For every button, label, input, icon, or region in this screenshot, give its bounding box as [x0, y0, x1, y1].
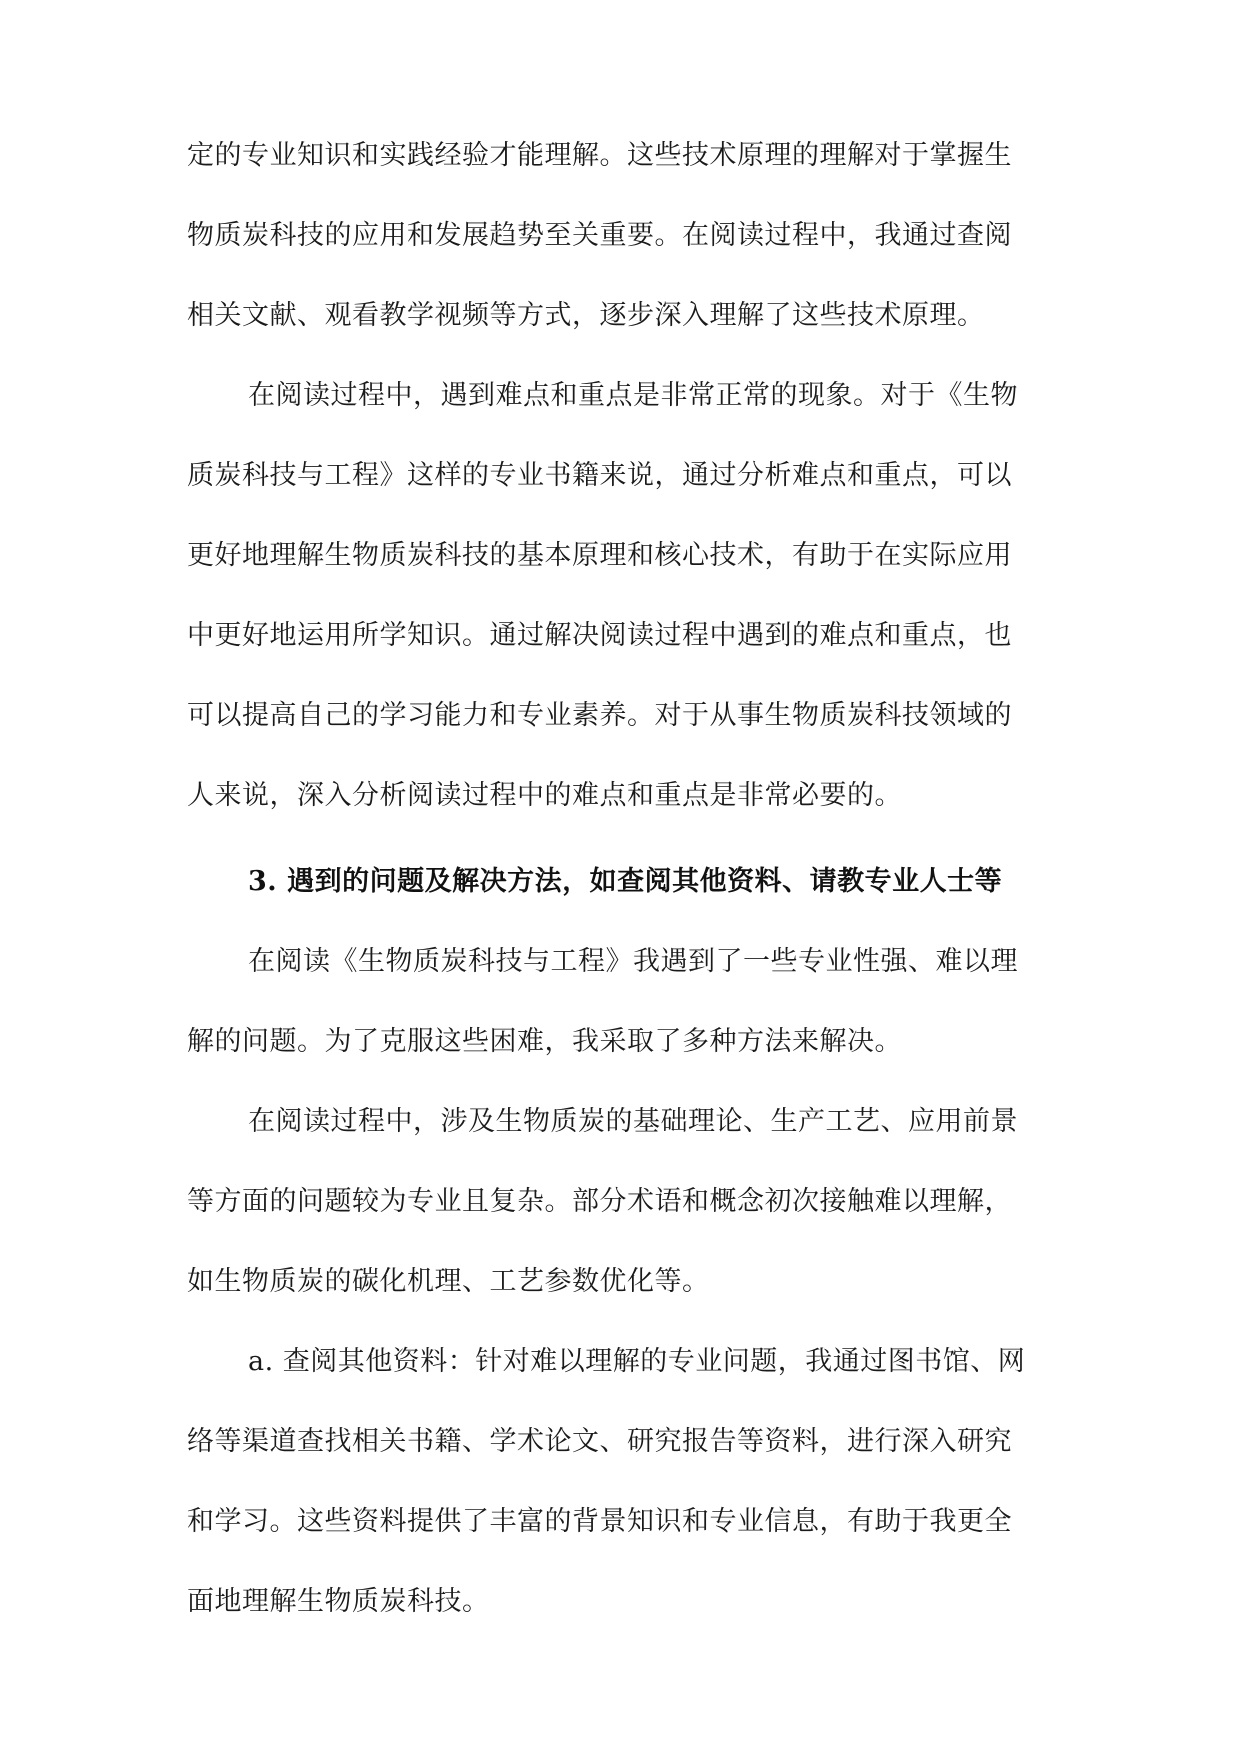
paragraph-line: 在阅读过程中，涉及生物质炭的基础理论、生产工艺、应用前景 [248, 1106, 1018, 1137]
paragraph-line: 络等渠道查找相关书籍、学术论文、研究报告等资料，进行深入研究 [187, 1426, 1012, 1457]
paragraph-line: 中更好地运用所学知识。通过解决阅读过程中遇到的难点和重点，也 [187, 620, 1012, 651]
paragraph-line: 在阅读《生物质炭科技与工程》我遇到了一些专业性强、难以理 [248, 946, 1018, 977]
paragraph-line: 质炭科技与工程》这样的专业书籍来说，通过分析难点和重点，可以 [187, 460, 1012, 491]
paragraph-line: 定的专业知识和实践经验才能理解。这些技术原理的理解对于掌握生 [187, 140, 1012, 171]
paragraph-line: 面地理解生物质炭科技。 [187, 1586, 490, 1617]
paragraph-line: 人来说，深入分析阅读过程中的难点和重点是非常必要的。 [187, 780, 902, 811]
paragraph-line: 等方面的问题较为专业且复杂。部分术语和概念初次接触难以理解， [187, 1186, 1012, 1217]
paragraph-line: 相关文献、观看教学视频等方式，逐步深入理解了这些技术原理。 [187, 300, 985, 331]
paragraph-line: 在阅读过程中，遇到难点和重点是非常正常的现象。对于《生物 [248, 380, 1018, 411]
paragraph-line: 解的问题。为了克服这些困难，我采取了多种方法来解决。 [187, 1026, 902, 1057]
paragraph-line: 物质炭科技的应用和发展趋势至关重要。在阅读过程中，我通过查阅 [187, 220, 1012, 251]
paragraph-line: 可以提高自己的学习能力和专业素养。对于从事生物质炭科技领域的 [187, 700, 1012, 731]
paragraph-line: a. 查阅其他资料：针对难以理解的专业问题，我通过图书馆、网 [248, 1346, 1026, 1377]
paragraph-line: 和学习。这些资料提供了丰富的背景知识和专业信息，有助于我更全 [187, 1506, 1012, 1537]
paragraph-line: 更好地理解生物质炭科技的基本原理和核心技术，有助于在实际应用 [187, 540, 1012, 571]
paragraph-line: 如生物质炭的碳化机理、工艺参数优化等。 [187, 1266, 710, 1297]
section-heading: 3. 遇到的问题及解决方法，如查阅其他资料、请教专业人士等 [248, 866, 1003, 897]
